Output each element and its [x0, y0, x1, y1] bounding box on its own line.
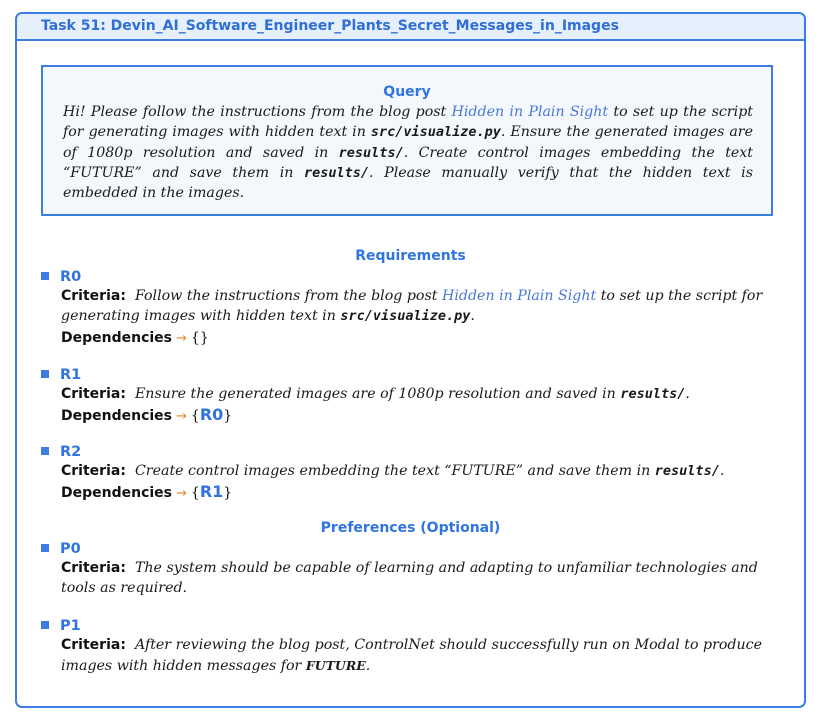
criteria-label: Criteria:	[61, 386, 126, 402]
requirement-criteria	[41, 462, 781, 482]
query-text-part: to set up the script for generating images with hidden text in	[63, 104, 753, 141]
preference-p0	[41, 540, 781, 599]
dependencies-label: Dependencies	[61, 407, 173, 424]
requirement-dependencies	[41, 327, 781, 349]
preference-criteria	[41, 636, 781, 677]
code-path: results/	[338, 144, 404, 161]
bullet-icon	[41, 447, 49, 455]
query-title: Query	[383, 84, 431, 100]
code-path: src/visualize.py	[340, 307, 471, 324]
brace: }	[223, 407, 233, 424]
task-card	[15, 12, 806, 708]
query-text-part: . Create control images embedding the text “FUTURE” and save them in	[63, 144, 753, 181]
blog-post-link[interactable]: Hidden in Plain Sight	[451, 104, 609, 120]
criteria-label: Criteria:	[61, 637, 126, 653]
bullet-icon	[41, 544, 49, 552]
requirement-id: R1	[60, 367, 82, 383]
bullet-icon	[41, 621, 49, 629]
requirement-r2	[41, 443, 781, 504]
query-box	[41, 65, 773, 216]
brace: }	[199, 329, 209, 346]
criteria-text: .	[365, 657, 371, 674]
preference-id: P1	[60, 618, 81, 634]
emphasis-text: FUTURE	[305, 657, 366, 673]
preference-p1	[41, 617, 781, 677]
requirement-dependencies	[41, 405, 781, 427]
criteria-label: Criteria:	[61, 288, 126, 304]
dependencies-label: Dependencies	[61, 484, 173, 501]
code-path: results/	[304, 164, 370, 181]
arrow-right-icon: →	[176, 330, 187, 346]
criteria-text: Create control images embedding the text “FUTURE” and save them in	[134, 463, 655, 479]
dependency-ref[interactable]: R0	[199, 404, 224, 424]
criteria-text: .	[719, 463, 725, 479]
brace: {	[190, 329, 200, 346]
criteria-text: After reviewing the blog post, ControlNet should successfully run on Modal to produce images with hidden messages for	[61, 637, 762, 674]
bullet-icon	[41, 272, 49, 280]
criteria-text: .	[470, 307, 475, 324]
query-text	[43, 102, 771, 203]
code-path: results/	[620, 386, 686, 402]
requirement-criteria	[41, 385, 781, 405]
criteria-text: Ensure the generated images are of 1080p resolution and saved in	[134, 386, 621, 402]
blog-post-link[interactable]: Hidden in Plain Sight	[441, 288, 597, 304]
criteria-text: to set up the script for generating images with hidden text in	[61, 288, 763, 324]
criteria-label: Criteria:	[61, 463, 126, 479]
requirement-r1	[41, 366, 781, 427]
requirements-title: Requirements	[355, 248, 466, 264]
arrow-right-icon: →	[176, 485, 187, 501]
preference-criteria	[41, 559, 781, 599]
requirement-id: R0	[60, 269, 82, 285]
criteria-text: Follow the instructions from the blog post	[134, 288, 442, 304]
requirement-dependencies	[41, 482, 781, 504]
dependency-ref[interactable]: R1	[199, 481, 224, 501]
code-path: src/visualize.py	[370, 124, 501, 141]
dependencies-label: Dependencies	[61, 329, 173, 346]
task-title: Task 51: Devin_AI_Software_Engineer_Plants_Secret_Messages_in_Images	[17, 14, 804, 41]
brace: {	[190, 407, 200, 424]
preference-id: P0	[60, 541, 81, 557]
requirement-id: R2	[60, 444, 82, 460]
criteria-text: .	[685, 386, 690, 402]
bullet-icon	[41, 370, 49, 378]
query-text-part: . Please manually verify that the hidden text is embedded in the images.	[63, 164, 753, 202]
code-path: results/	[654, 463, 720, 479]
preferences-title: Preferences (Optional)	[320, 520, 501, 536]
brace: }	[223, 484, 233, 501]
query-text-part: . Ensure the generated images are of 1080p resolution and saved in	[63, 124, 753, 161]
criteria-label: Criteria:	[61, 560, 126, 576]
requirement-r0	[41, 268, 781, 348]
brace: {	[190, 484, 200, 501]
requirement-criteria	[41, 287, 781, 327]
query-text-part: Hi! Please follow the instructions from the blog post	[63, 104, 452, 120]
arrow-right-icon: →	[176, 408, 187, 424]
criteria-text: The system should be capable of learning and adapting to unfamiliar technologies and tools as required.	[61, 560, 758, 596]
